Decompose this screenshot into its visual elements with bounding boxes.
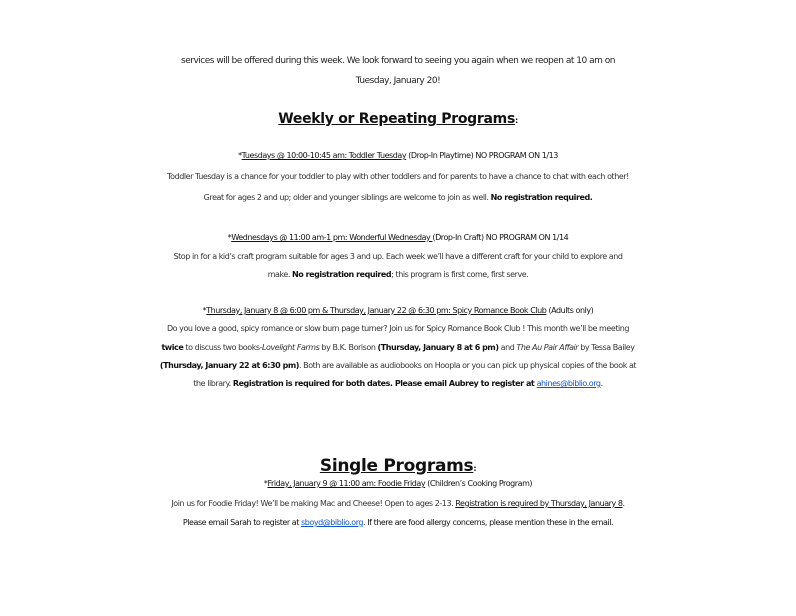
- program-title-suffix: (Drop-In Playtime) NO PROGRAM ON 1/13: [406, 151, 558, 160]
- desc-text: ; this program is first come, first serve.: [391, 270, 529, 279]
- bullet-star: *: [238, 151, 242, 160]
- desc-text: by Tessa Bailey: [578, 343, 635, 352]
- wonderful-wednesday-desc-2: [0, 266, 796, 284]
- desc-text: .: [622, 499, 625, 508]
- program-title-text: Tuesdays @ 10:00-10:45 am: Toddler Tuesday: [241, 151, 407, 160]
- desc-text: by B.K. Borison: [319, 343, 378, 352]
- single-heading-colon: :: [473, 464, 477, 473]
- registration-deadline: Registration is required by Thursday, January 8: [455, 499, 623, 508]
- session-date-2: (Thursday, January 22 at 6:30 pm): [159, 361, 299, 370]
- wonderful-wednesday-desc-1: Stop in for a kid’s craft program suitable for ages 3 and up. Each week we’ll have a different craft for your child to explore and: [173, 252, 623, 261]
- desc-text: to discuss two books-: [183, 343, 263, 352]
- book-club-desc-4: [0, 375, 796, 393]
- desc-text: .: [600, 379, 603, 388]
- program-title-suffix: (Drop-In Craft) NO PROGRAM ON 1/14: [432, 233, 569, 242]
- registration-note: Registration is required for both dates. Please email Aubrey to register at: [232, 379, 537, 388]
- session-date-1: (Thursday, January 8 at 6 pm): [377, 343, 499, 352]
- desc-text: Great for ages 2 and up; older and younger siblings are welcome to join as well.: [203, 193, 491, 202]
- program-title-text: Thursday, January 8 @ 6:00 pm & Thursday, January 22 @ 6:30 pm: Spicy Romance Book Club: [206, 306, 547, 315]
- desc-text: . Both are available as audiobooks on Hoopla or you can pick up physical copies of the book at: [298, 361, 637, 370]
- foodie-friday-desc-2: [0, 514, 796, 532]
- program-title-text: Wednesdays @ 11:00 am-1 pm: Wonderful Wednesday: [231, 233, 433, 242]
- bullet-star: *: [227, 233, 232, 242]
- program-title-toddler-tuesday: [0, 147, 796, 165]
- program-title-spicy-romance-book-club: [0, 302, 796, 320]
- program-title-wonderful-wednesday: [0, 229, 796, 247]
- weekly-heading: [0, 110, 796, 130]
- book-title-lovelight-farms: Lovelight Farms: [262, 343, 320, 352]
- desc-text: Please email Sarah to register at: [182, 518, 302, 527]
- book-club-desc-1: Do you love a good, spicy romance or slow burn page turner? Join us for Spicy Romance Book Club ! This month we’ll be meeting: [166, 324, 630, 333]
- foodie-friday-desc-1: [0, 495, 796, 513]
- program-title-foodie-friday: [0, 475, 796, 493]
- no-registration-note: No registration required: [292, 270, 392, 279]
- intro-line-2: Tuesday, January 20!: [355, 76, 441, 86]
- desc-text: and: [498, 343, 517, 352]
- bullet-star: *: [202, 306, 207, 315]
- email-link-aubrey[interactable]: ahines@biblio.org: [536, 379, 601, 388]
- desc-text: Join us for Foodie Friday! We’ll be making Mac and Cheese! Open to ages 2-13.: [171, 499, 456, 508]
- toddler-tuesday-desc-1: Toddler Tuesday is a chance for your toddler to play with other toddlers and for parents to have a chance to chat with each other!: [167, 172, 629, 181]
- book-club-desc-2: [0, 339, 796, 357]
- program-title-text: Friday, January 9 @ 11:00 am: Foodie Friday: [267, 479, 426, 488]
- desc-text: make.: [267, 270, 293, 279]
- email-link-sarah[interactable]: sboyd@biblio.org: [301, 518, 364, 527]
- weekly-heading-colon: :: [514, 116, 518, 125]
- no-registration-note: No registration required.: [490, 193, 593, 202]
- program-title-suffix: (Adults only): [546, 306, 594, 315]
- bullet-star: *: [263, 479, 268, 488]
- single-heading-text: Single Programs: [319, 456, 474, 476]
- intro-line-1: services will be offered during this week. We look forward to seeing you again when we reopen at 10 am on: [181, 56, 615, 66]
- toddler-tuesday-desc-2: [0, 189, 796, 207]
- emphasis-twice: twice: [161, 343, 184, 352]
- desc-text: . If there are food allergy concerns, please mention these in the email.: [363, 518, 614, 527]
- program-title-suffix: (Children’s Cooking Program): [425, 479, 533, 488]
- book-title-au-pair-affair: The Au Pair Affair: [516, 343, 579, 352]
- book-club-desc-3: [0, 357, 796, 375]
- desc-text: the library.: [193, 379, 233, 388]
- weekly-heading-text: Weekly or Repeating Programs: [278, 111, 515, 127]
